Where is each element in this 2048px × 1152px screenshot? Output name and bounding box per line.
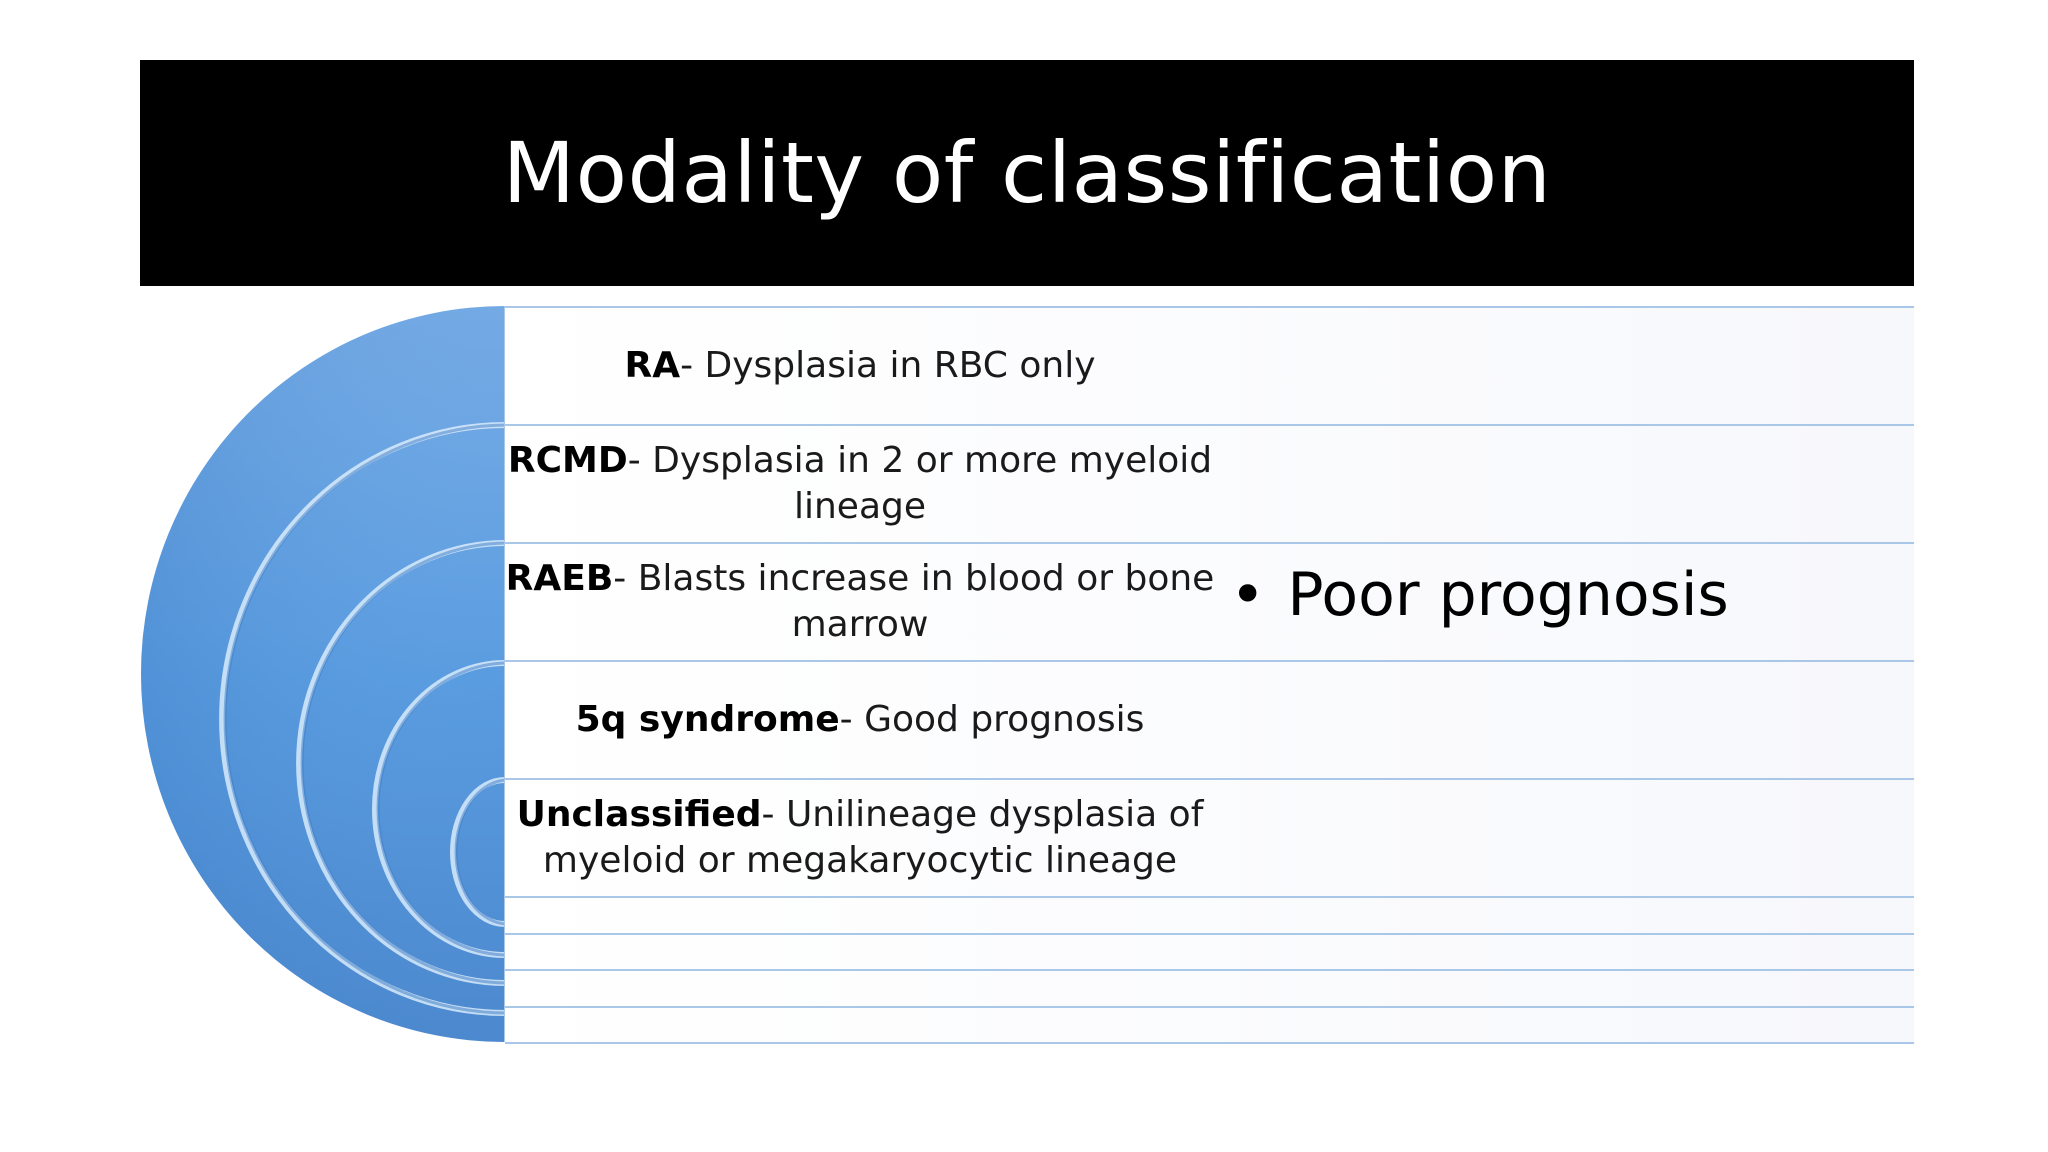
rows-bottom-border [505, 1042, 1914, 1044]
row-raeb-description: - Blasts increase in blood or bone marrow [613, 558, 1215, 645]
row-ra-text [505, 308, 1215, 424]
row-ra-description: - Dysplasia in RBC only [680, 345, 1096, 386]
row-rcmd-description: - Dysplasia in 2 or more myeloid lineage [627, 440, 1213, 527]
row-5q-description: - Good prognosis [839, 699, 1145, 740]
classification-rows [505, 306, 1914, 1042]
row-ra [505, 306, 1914, 424]
row-raeb-term: RAEB [505, 558, 614, 599]
empty-row-4 [505, 1006, 1914, 1042]
row-unclassified-text [505, 780, 1215, 896]
row-rcmd [505, 424, 1914, 542]
row-5q-term: 5q syndrome [575, 699, 840, 740]
note-text: Poor prognosis [1287, 560, 1729, 630]
poor-prognosis-note [1230, 560, 1729, 630]
slide-title: Modality of classification [502, 124, 1552, 222]
empty-row-3 [505, 969, 1914, 1006]
bullet-point: • [1230, 560, 1266, 630]
row-5q [505, 660, 1914, 778]
row-raeb-text [505, 544, 1215, 660]
empty-row-2 [505, 933, 1914, 969]
row-unclassified-term: Unclassified [516, 794, 762, 835]
row-unclassified [505, 778, 1914, 896]
empty-row-1 [505, 896, 1914, 933]
row-unclassified-description: - Unilineage dysplasia of myeloid or megakaryocytic lineage [542, 794, 1204, 881]
row-rcmd-text [505, 426, 1215, 542]
row-rcmd-term: RCMD [507, 440, 628, 481]
row-ra-term: RA [624, 345, 681, 386]
row-5q-text [505, 662, 1215, 778]
